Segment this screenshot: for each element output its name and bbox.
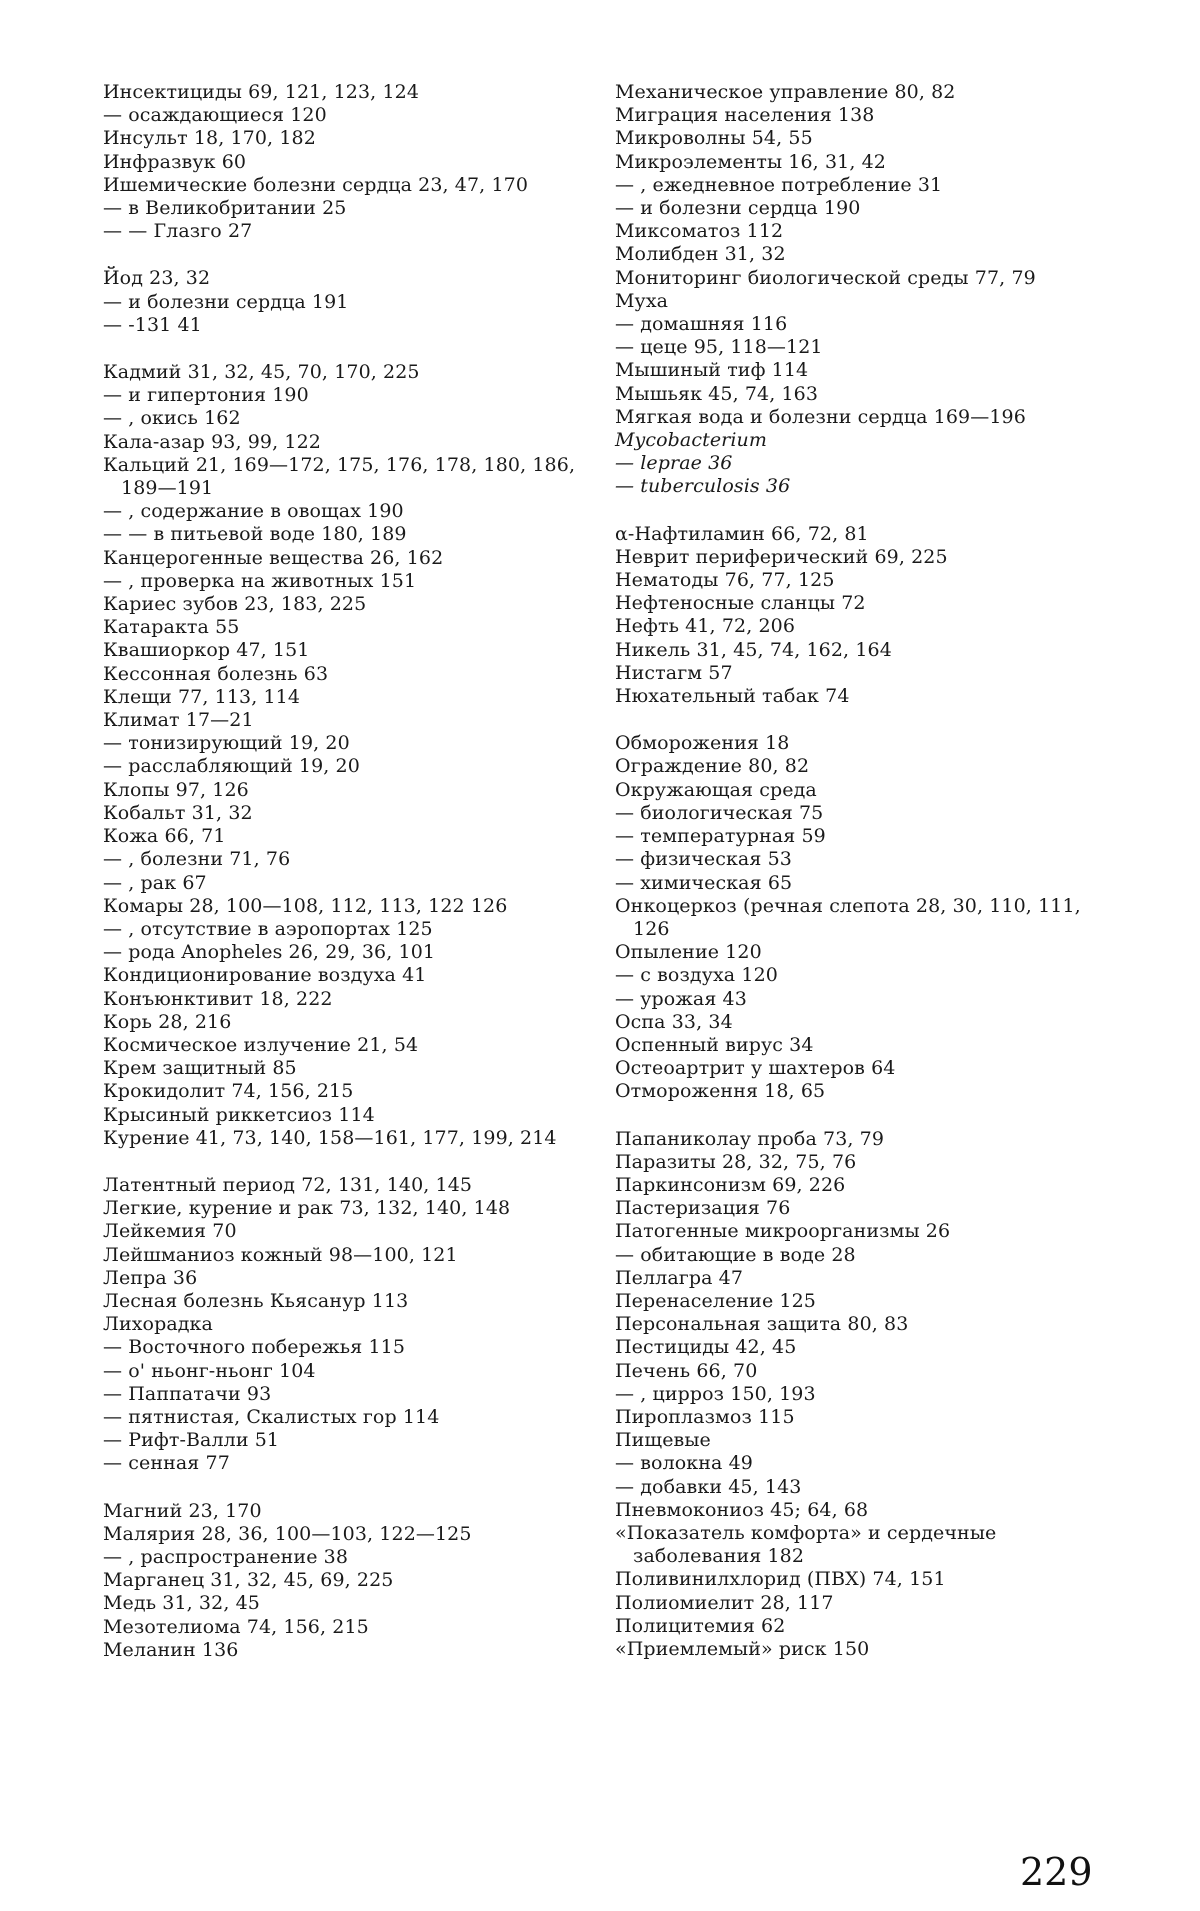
index-entry: Патогенные микроорганизмы 26 xyxy=(615,1220,1115,1243)
index-entry: Онкоцеркоз (речная слепота 28, 30, 110, 111, 126 xyxy=(615,895,1115,941)
index-entry: — , содержание в овощах 190 xyxy=(103,500,603,523)
index-entry: Катаракта 55 xyxy=(103,616,603,639)
index-entry: Полицитемия 62 xyxy=(615,1615,1115,1638)
index-group xyxy=(103,81,603,243)
index-entry: Квашиоркор 47, 151 xyxy=(103,639,603,662)
index-entry: Персональная защита 80, 83 xyxy=(615,1313,1115,1336)
index-entry: Латентный период 72, 131, 140, 145 xyxy=(103,1174,603,1197)
index-entry: — с воздуха 120 xyxy=(615,964,1115,987)
index-entry: Миксоматоз 112 xyxy=(615,220,1115,243)
index-entry: — обитающие в воде 28 xyxy=(615,1244,1115,1267)
index-entry: Микроэлементы 16, 31, 42 xyxy=(615,151,1115,174)
index-entry: — сенная 77 xyxy=(103,1452,603,1475)
index-entry: — в Великобритании 25 xyxy=(103,197,603,220)
index-entry: Неврит периферический 69, 225 xyxy=(615,546,1115,569)
index-entry: Отмороження 18, 65 xyxy=(615,1080,1115,1103)
index-entry: — урожая 43 xyxy=(615,988,1115,1011)
index-entry: Нистагм 57 xyxy=(615,662,1115,685)
index-entry: — tuberculosis 36 xyxy=(615,475,1115,498)
index-entry: Нефть 41, 72, 206 xyxy=(615,615,1115,638)
index-entry: Пироплазмоз 115 xyxy=(615,1406,1115,1429)
index-entry: — Паппатачи 93 xyxy=(103,1383,603,1406)
index-column-right xyxy=(615,81,1115,1685)
index-entry: Медь 31, 32, 45 xyxy=(103,1592,603,1615)
index-entry: Малярия 28, 36, 100—103, 122—125 xyxy=(103,1523,603,1546)
index-entry: Меланин 136 xyxy=(103,1639,603,1662)
index-entry: Кондиционирование воздуха 41 xyxy=(103,964,603,987)
page-number: 229 xyxy=(1020,1850,1093,1894)
index-entry: Ограждение 80, 82 xyxy=(615,755,1115,778)
index-entry: — волокна 49 xyxy=(615,1452,1115,1475)
index-entry: Нюхательный табак 74 xyxy=(615,685,1115,708)
index-entry: Пищевые xyxy=(615,1429,1115,1452)
index-entry: Полиомиелит 28, 117 xyxy=(615,1592,1115,1615)
index-entry: — , окись 162 xyxy=(103,407,603,430)
index-entry: Мониторинг биологической среды 77, 79 xyxy=(615,267,1115,290)
index-entry: Пестициды 42, 45 xyxy=(615,1336,1115,1359)
index-entry: — , рак 67 xyxy=(103,872,603,895)
index-entry: — и гипертония 190 xyxy=(103,384,603,407)
index-entry: — о' ньонг-ньонг 104 xyxy=(103,1360,603,1383)
index-entry: — цеце 95, 118—121 xyxy=(615,336,1115,359)
index-entry: — leprae 36 xyxy=(615,452,1115,475)
index-entry: — физическая 53 xyxy=(615,848,1115,871)
index-entry: Оспа 33, 34 xyxy=(615,1011,1115,1034)
index-entry: — пятнистая, Скалистых гор 114 xyxy=(103,1406,603,1429)
index-entry: Поливинилхлорид (ПВХ) 74, 151 xyxy=(615,1568,1115,1591)
index-entry: — , ежедневное потребление 31 xyxy=(615,174,1115,197)
index-entry: Кессонная болезнь 63 xyxy=(103,663,603,686)
index-entry: — Восточного побережья 115 xyxy=(103,1336,603,1359)
index-group xyxy=(103,361,603,1150)
index-entry: Пневмокониоз 45; 64, 68 xyxy=(615,1499,1115,1522)
index-entry: — температурная 59 xyxy=(615,825,1115,848)
index-group xyxy=(615,1128,1115,1662)
index-entry: Канцерогенные вещества 26, 162 xyxy=(103,547,603,570)
index-entry: — химическая 65 xyxy=(615,872,1115,895)
index-entry: Инсульт 18, 170, 182 xyxy=(103,127,603,150)
index-entry: Лесная болезнь Кьясанур 113 xyxy=(103,1290,603,1313)
index-entry: Mycobacterium xyxy=(615,429,1115,452)
index-group xyxy=(103,267,603,337)
index-entry: Окружающая среда xyxy=(615,779,1115,802)
index-page xyxy=(0,0,1200,1911)
index-entry: — , распространение 38 xyxy=(103,1546,603,1569)
index-column-left xyxy=(103,81,603,1686)
index-group xyxy=(615,81,1115,499)
index-entry: Крокидолит 74, 156, 215 xyxy=(103,1080,603,1103)
index-entry: Папаниколау проба 73, 79 xyxy=(615,1128,1115,1151)
index-entry: Молибден 31, 32 xyxy=(615,243,1115,266)
index-entry: Кариес зубов 23, 183, 225 xyxy=(103,593,603,616)
index-entry: Лейкемия 70 xyxy=(103,1220,603,1243)
index-entry: — биологическая 75 xyxy=(615,802,1115,825)
index-group xyxy=(103,1174,603,1476)
index-entry: Корь 28, 216 xyxy=(103,1011,603,1034)
index-entry: Кадмий 31, 32, 45, 70, 170, 225 xyxy=(103,361,603,384)
index-entry: Инфразвук 60 xyxy=(103,151,603,174)
index-entry: Оспенный вирус 34 xyxy=(615,1034,1115,1057)
index-entry: Магний 23, 170 xyxy=(103,1500,603,1523)
index-entry: Микроволны 54, 55 xyxy=(615,127,1115,150)
index-entry: Кобальт 31, 32 xyxy=(103,802,603,825)
index-entry: Космическое излучение 21, 54 xyxy=(103,1034,603,1057)
index-entry: Инсектициды 69, 121, 123, 124 xyxy=(103,81,603,104)
index-group xyxy=(615,732,1115,1103)
index-entry: Мезотелиома 74, 156, 215 xyxy=(103,1616,603,1639)
index-entry: Нематоды 76, 77, 125 xyxy=(615,569,1115,592)
index-entry: Конъюнктивит 18, 222 xyxy=(103,988,603,1011)
index-entry: Остеоартрит у шахтеров 64 xyxy=(615,1057,1115,1080)
index-entry: Никель 31, 45, 74, 162, 164 xyxy=(615,639,1115,662)
index-entry: Муха xyxy=(615,290,1115,313)
index-entry: Клопы 97, 126 xyxy=(103,779,603,802)
index-group xyxy=(103,1500,603,1662)
index-entry: — , болезни 71, 76 xyxy=(103,848,603,871)
index-entry: — осаждающиеся 120 xyxy=(103,104,603,127)
index-entry: α-Нафтиламин 66, 72, 81 xyxy=(615,523,1115,546)
index-entry: Печень 66, 70 xyxy=(615,1360,1115,1383)
index-entry: Ишемические болезни сердца 23, 47, 170 xyxy=(103,174,603,197)
index-entry: — — в питьевой воде 180, 189 xyxy=(103,523,603,546)
index-entry: Мягкая вода и болезни сердца 169—196 xyxy=(615,406,1115,429)
index-entry: «Показатель комфорта» и сердечные заболевания 182 xyxy=(615,1522,1115,1568)
index-entry: Кожа 66, 71 xyxy=(103,825,603,848)
index-entry: — — Глазго 27 xyxy=(103,220,603,243)
index-entry: Лихорадка xyxy=(103,1313,603,1336)
index-entry: — домашняя 116 xyxy=(615,313,1115,336)
index-entry: — Рифт-Валли 51 xyxy=(103,1429,603,1452)
index-entry: Нефтеносные сланцы 72 xyxy=(615,592,1115,615)
index-entry: — , цирроз 150, 193 xyxy=(615,1383,1115,1406)
index-entry: Йод 23, 32 xyxy=(103,267,603,290)
index-entry: — -131 41 xyxy=(103,314,603,337)
index-entry: Мышиный тиф 114 xyxy=(615,359,1115,382)
index-entry: Клещи 77, 113, 114 xyxy=(103,686,603,709)
index-entry: — расслабляющий 19, 20 xyxy=(103,755,603,778)
index-entry: Курение 41, 73, 140, 158—161, 177, 199, 214 xyxy=(103,1127,603,1150)
index-entry: Пеллагра 47 xyxy=(615,1267,1115,1290)
index-entry: — добавки 45, 143 xyxy=(615,1476,1115,1499)
index-entry: Климат 17—21 xyxy=(103,709,603,732)
index-entry: Паразиты 28, 32, 75, 76 xyxy=(615,1151,1115,1174)
index-entry: — и болезни сердца 190 xyxy=(615,197,1115,220)
index-entry: Крысиный риккетсиоз 114 xyxy=(103,1104,603,1127)
index-entry: Паркинсонизм 69, 226 xyxy=(615,1174,1115,1197)
index-entry: Мышьяк 45, 74, 163 xyxy=(615,383,1115,406)
index-entry: — тонизирующий 19, 20 xyxy=(103,732,603,755)
index-entry: Обморожения 18 xyxy=(615,732,1115,755)
index-entry: Кальций 21, 169—172, 175, 176, 178, 180, 186, 189—191 xyxy=(103,454,603,500)
index-entry: Перенаселение 125 xyxy=(615,1290,1115,1313)
index-entry: Комары 28, 100—108, 112, 113, 122 126 xyxy=(103,895,603,918)
index-entry: Лепра 36 xyxy=(103,1267,603,1290)
index-entry: — , отсутствие в аэропортах 125 xyxy=(103,918,603,941)
index-entry: — рода Anopheles 26, 29, 36, 101 xyxy=(103,941,603,964)
index-entry: — , проверка на животных 151 xyxy=(103,570,603,593)
index-entry: Кала-азар 93, 99, 122 xyxy=(103,431,603,454)
index-entry: Лейшманиоз кожный 98—100, 121 xyxy=(103,1244,603,1267)
index-entry: «Приемлемый» риск 150 xyxy=(615,1638,1115,1661)
index-entry: Пастеризация 76 xyxy=(615,1197,1115,1220)
index-entry: — и болезни сердца 191 xyxy=(103,291,603,314)
index-entry: Марганец 31, 32, 45, 69, 225 xyxy=(103,1569,603,1592)
index-entry: Крем защитный 85 xyxy=(103,1057,603,1080)
index-entry: Легкие, курение и рак 73, 132, 140, 148 xyxy=(103,1197,603,1220)
index-entry: Опыление 120 xyxy=(615,941,1115,964)
index-group xyxy=(615,523,1115,709)
index-entry: Механическое управление 80, 82 xyxy=(615,81,1115,104)
index-entry: Миграция населения 138 xyxy=(615,104,1115,127)
